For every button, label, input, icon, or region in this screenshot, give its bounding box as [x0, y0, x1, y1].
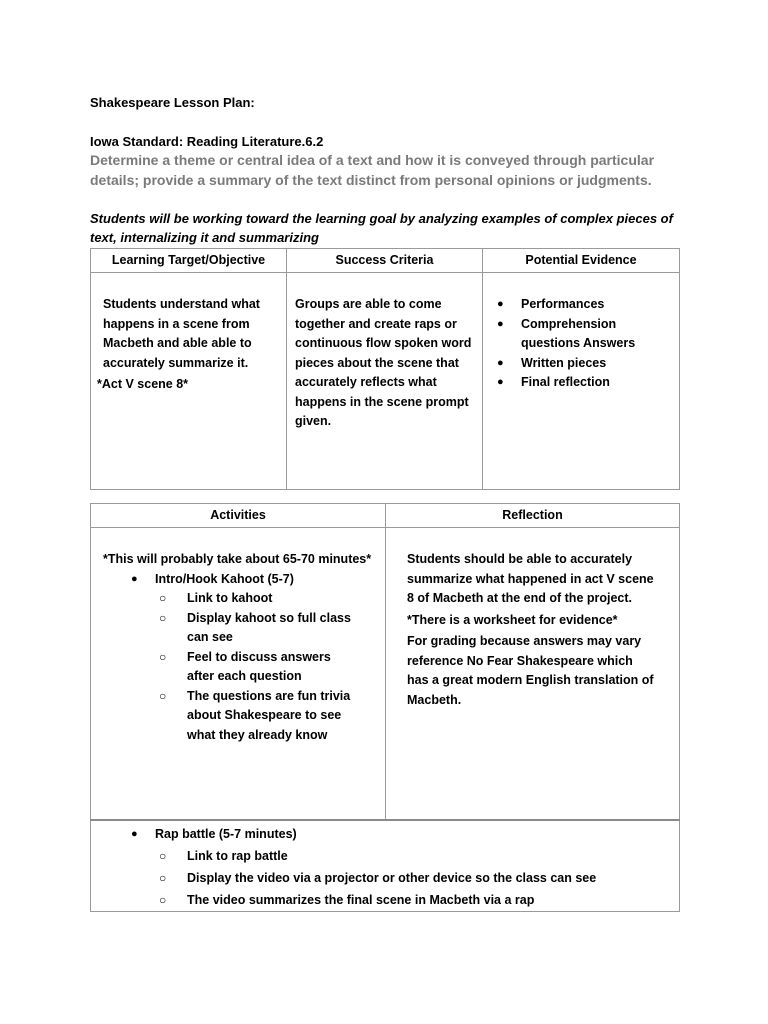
- rap-battle-subitems: [159, 845, 669, 911]
- reflection-cell: [386, 528, 680, 820]
- hook-subitem: ○ Link to kahoot: [159, 589, 359, 609]
- objective-note: *Act V scene 8*: [97, 377, 189, 391]
- reflection-grading-note: For grading because answers may vary reference No Fear Shakespeare which has a great modern English translation of Macbeth.: [407, 634, 654, 707]
- page-title: Shakespeare Lesson Plan:: [90, 95, 255, 110]
- rap-battle-list: [131, 823, 669, 845]
- header-potential-evidence: Potential Evidence: [483, 249, 680, 273]
- evidence-list: [497, 295, 669, 393]
- header-learning-target: Learning Target/Objective: [91, 249, 287, 273]
- rap-battle-subitem: ○ Display the video via a projector or other device so the class can see: [159, 867, 669, 889]
- hook-subitem: ○ The questions are fun trivia about Shakespeare to see what they already know: [159, 687, 359, 746]
- hook-subitem: ○ Display kahoot so full class can see: [159, 609, 359, 648]
- standard-heading: Iowa Standard: Reading Literature.6.2: [90, 134, 324, 149]
- evidence-cell: [483, 273, 680, 490]
- header-success-criteria: Success Criteria: [287, 249, 483, 273]
- header-reflection: Reflection: [386, 504, 680, 528]
- hook-item: ● Intro/Hook Kahoot (5-7): [131, 570, 375, 590]
- evidence-item: ● Performances: [497, 295, 669, 315]
- learning-goal-statement: Students will be working toward the learning goal by analyzing examples of complex pieces of text, internalizing it and summarizing: [90, 211, 673, 245]
- objective-text: Students understand what happens in a scene from Macbeth and able able to accurately summarize it.: [103, 297, 260, 370]
- criteria-cell: [287, 273, 483, 490]
- activities-intro: *This will probably take about 65-70 minutes*: [103, 552, 372, 566]
- objective-cell: [91, 273, 287, 490]
- reflection-summary: Students should be able to accurately summarize what happened in act V scene 8 of Macbeth at the end of the project.: [407, 552, 654, 605]
- activities-cell: [91, 528, 386, 820]
- evidence-item: ● Final reflection: [497, 373, 669, 393]
- evidence-item: ● Comprehension questions Answers: [497, 315, 669, 354]
- reflection-worksheet-note: *There is a worksheet for evidence*: [407, 612, 618, 627]
- hook-subitem: ○ Feel to discuss answers after each question: [159, 648, 359, 687]
- criteria-text: Groups are able to come together and create raps or continuous flow spoken word pieces about the scene that accurately reflects what happens in the scene prompt given.: [295, 297, 472, 428]
- header-activities: Activities: [91, 504, 386, 528]
- rap-battle-cell: [91, 820, 680, 912]
- rap-battle-subitem: ○ Link to rap battle: [159, 845, 669, 867]
- hook-subitems: [159, 589, 359, 745]
- standard-description: Determine a theme or central idea of a text and how it is conveyed through particular details; provide a summary of the text distinct from personal opinions or judgments.: [90, 152, 655, 188]
- objectives-table: [90, 248, 680, 490]
- rap-battle-subitem: ○ The video summarizes the final scene in Macbeth via a rap: [159, 889, 669, 911]
- evidence-item: ● Written pieces: [497, 354, 669, 374]
- activities-table: [90, 503, 680, 912]
- rap-battle-item: ● Rap battle (5-7 minutes): [131, 823, 669, 845]
- hook-list: [131, 570, 375, 590]
